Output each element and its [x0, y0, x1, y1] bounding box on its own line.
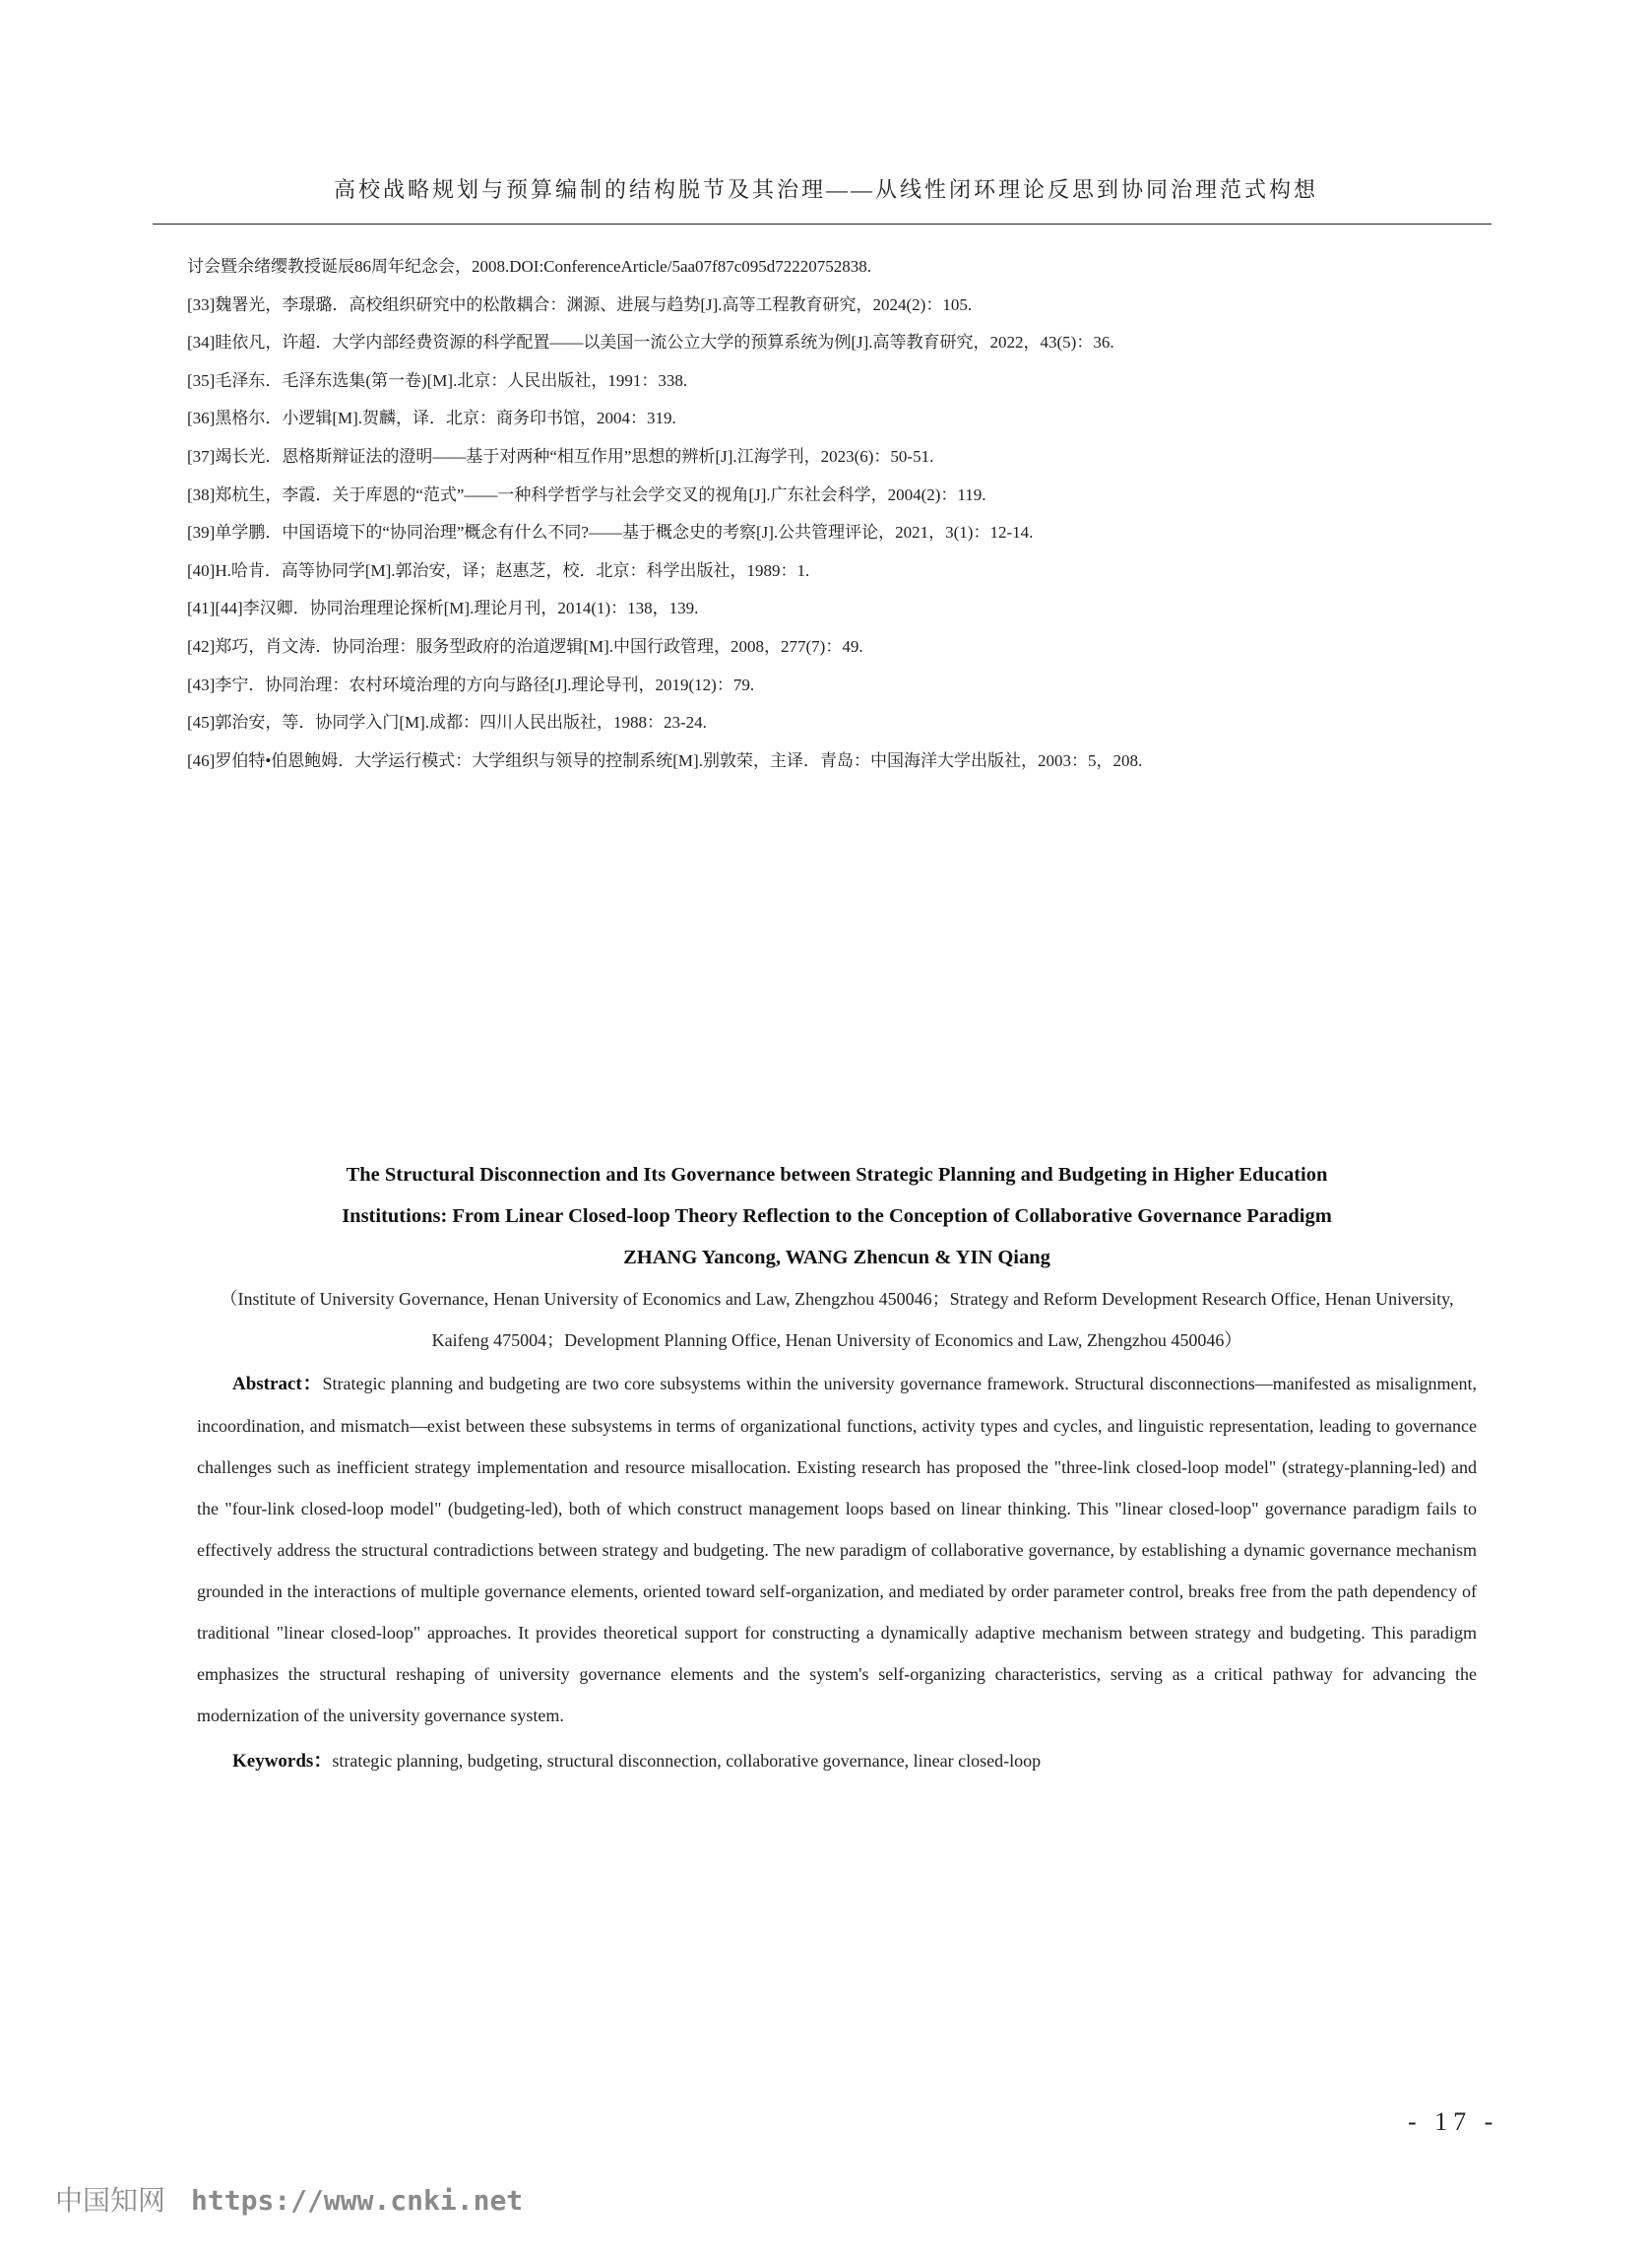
reference-item: [39]单学鹏．中国语境下的“协同治理”概念有什么不同?——基于概念史的考察[J].公共管理评论，2021，3(1)：12-14. — [187, 523, 1034, 543]
reference-item: [38]郑杭生，李霞．关于库恩的“范式”——一种科学哲学与社会学交叉的视角[J].广东社会科学，2004(2)：119. — [187, 484, 986, 504]
reference-item: [36]黑格尔．小逻辑[M].贺麟，译．北京：商务印书馆，2004：319. — [187, 409, 676, 428]
abstract-label: Abstract： — [232, 1374, 323, 1394]
watermark-brand: 中国知网 — [55, 2184, 166, 2217]
english-title-line-1: The Structural Disconnection and Its Governance between Strategic Planning and Budgeting in Higher Education — [346, 1164, 1328, 1186]
english-abstract-section — [197, 1154, 1477, 1782]
page-number: - 17 - — [1408, 2107, 1499, 2136]
keywords-paragraph — [197, 1740, 1477, 1782]
cnki-watermark — [55, 2179, 523, 2219]
reference-list — [187, 248, 1487, 780]
reference-item: [37]竭长光．恩格斯辩证法的澄明——基于对两种“相互作用”思想的辨析[J].江海学刊，2023(6)：50-51. — [187, 446, 934, 466]
reference-item: [40]H.哈肯．高等协同学[M].郭治安，译；赵惠芝，校．北京：科学出版社，1989：1. — [187, 560, 810, 580]
keywords-label: Keywords： — [232, 1751, 333, 1772]
reference-item: [35]毛泽东．毛泽东选集(第一卷)[M].北京：人民出版社，1991：338. — [187, 370, 688, 390]
english-affiliation: （Institute of University Governance, Henan University of Economics and Law, Zhengzhou 450046；Strategy and Reform Development Research Office, Henan University, Kaifeng 475004；Development Planning Office, Henan University of Economics and Law, Zhengzhou 450046） — [220, 1289, 1454, 1350]
english-title-line-2: Institutions: From Linear Closed-loop Theory Reflection to the Conception of Collaborative Governance Paradigm — [342, 1205, 1332, 1227]
running-head-title: 高校战略规划与预算编制的结构脱节及其治理——从线性闭环理论反思到协同治理范式构想 — [333, 177, 1318, 202]
reference-item: [45]郭治安，等．协同学入门[M].成都：四川人民出版社，1988：23-24. — [187, 713, 707, 733]
reference-item: [46]罗伯特•伯恩鲍姆．大学运行模式：大学组织与领导的控制系统[M].别敦荣，主译．青岛：中国海洋大学出版社，2003：5，208. — [187, 750, 1143, 770]
reference-item: [33]魏署光，李璟璐．高校组织研究中的松散耦合：渊源、进展与趋势[J].高等工程教育研究，2024(2)：105. — [187, 294, 973, 314]
watermark-url[interactable]: https://www.cnki.net — [191, 2184, 524, 2217]
reference-item: [41][44]李汉卿．协同治理理论探析[M].理论月刊，2014(1)：138，139. — [187, 599, 699, 618]
reference-item: [43]李宁．协同治理：农村环境治理的方向与路径[J].理论导刊，2019(12)：79. — [187, 675, 755, 694]
header-rule — [153, 224, 1492, 225]
abstract-paragraph — [197, 1363, 1477, 1736]
keywords-text: strategic planning, budgeting, structural disconnection, collaborative governance, linear closed-loop — [332, 1751, 1042, 1771]
abstract-text: Strategic planning and budgeting are two core subsystems within the university governance framework. Structural disconnections—manifested as misalignment, incoordination, and mismatch—exist between these subsystems in terms of organizational functions, activity types and cycles, and linguistic representation, leading to governance challenges such as inefficient strategy implementation and resource misallocation. Existing research has proposed the "three-link closed-loop model" (strategy-planning-led) and the "four-link closed-loop model" (budgeting-led), both of which construct management loops based on linear thinking. This "linear closed-loop" governance paradigm fails to effectively address the structural contradictions between strategy and budgeting. The new paradigm of collaborative governance, by establishing a dynamic governance mechanism grounded in the interactions of multiple governance elements, oriented toward self-organization, and mediated by order parameter control, breaks free from the path dependency of traditional "linear closed-loop" approaches. It provides theoretical support for constructing a dynamically adaptive mechanism between strategy and budgeting. This paradigm emphasizes the structural reshaping of university governance elements and the system's self-organizing characteristics, serving as a critical pathway for advancing the modernization of the university governance system. — [197, 1374, 1477, 1725]
english-authors: ZHANG Yancong, WANG Zhencun & YIN Qiang — [623, 1247, 1050, 1268]
reference-item: [34]眭依凡，许超．大学内部经费资源的科学配置——以美国一流公立大学的预算系统为例[J].高等教育研究，2022，43(5)：36. — [187, 333, 1114, 353]
reference-item: 讨会暨余绪缨教授诞辰86周年纪念会，2008.DOI:ConferenceArticle/5aa07f87c095d72220752838. — [187, 257, 871, 276]
english-title — [197, 1154, 1477, 1237]
reference-item: [42]郑巧，肖文涛．协同治理：服务型政府的治道逻辑[M].中国行政管理，2008，277(7)：49. — [187, 636, 863, 656]
